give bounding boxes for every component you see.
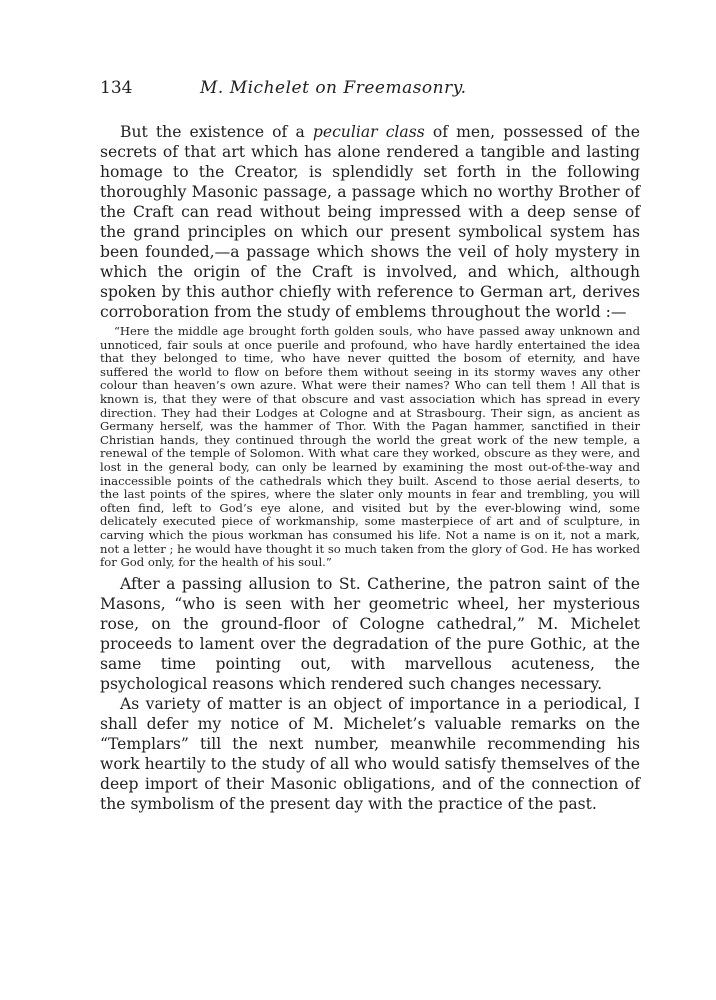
paragraph-3: As variety of matter is an object of importance in a periodical, I shall defer my notice of M. Michelet’s valuable remarks on the “Templars” till the next number, meanwhile recommending his work heartily to the study of all who would satisfy themselves of the deep import of their Masonic obligations, and of the connection of the symbolism of the present day with the practice of the past. [100, 694, 640, 813]
paragraph-1-text-b: of men, possessed of the secrets of that art which has alone rendered a tangible and lasting homage to the Creator, is splendidly set forth in the following thoroughly Masonic passage, a passage which no worthy Brother of the Craft can read without being impressed with a deep sense of the grand principles on which our present symbolical system has been founded,—a passage which shows the veil of holy mystery in which the origin of the Craft is involved, and which, although spoken by this author chiefly with reference to German art, derives corroboration from the study of emblems throughout the world :— [100, 123, 640, 321]
paragraph-1-emphasis: peculiar class [312, 123, 425, 141]
page-header [100, 78, 640, 106]
paragraph-2: After a passing allusion to St. Catherine, the patron saint of the Masons, “who is seen with her geometric wheel, her mysterious rose, on the ground-floor of Cologne cathedral,” M. Michelet proceeds to lament over the degradation of the pure Gothic, at the same time pointing out, with marvellous acuteness, the psychological reasons which rendered such changes necessary. [100, 574, 640, 693]
block-quote: “Here the middle age brought forth golden souls, who have passed away unknown and unnoticed, fair souls at once puerile and profound, who have hardly entertained the idea that they belonged to time, who have never quitted the bosom of eternity, and have suffered the world to flow on before them without seeing in its stormy waves any other colour than heaven’s own azure. What were their names? Who can tell them ! All that is known is, that they were of that obscure and vast association which has spread in every direction. They had their Lodges at Cologne and at Strasbourg. Their sign, as ancient as Germany herself, was the hammer of Thor. With the Pagan hammer, sanctified in their Christian hands, they continued through the world the great work of the new temple, a renewal of the temple of Solomon. With what care they worked, obscure as they were, and lost in the general body, can only be learned by examining the most out-of-the-way and inaccessible points of the cathedrals which they built. Ascend to those aerial deserts, to the last points of the spires, where the slater only mounts in fear and trembling, you will often find, left to God’s eye alone, and visited but by the ever-blowing wind, some delicately executed piece of workmanship, some masterpiece of art and of sculpture, in carving which the pious workman has consumed his life. Not a name is on it, not a mark, not a letter ; he would have thought it so much taken from the glory of God. He has worked for God only, for the health of his soul.” [100, 324, 640, 570]
page [100, 78, 640, 814]
running-title: M. Michelet on Freemasonry. [200, 78, 467, 98]
paragraph-1 [100, 122, 640, 322]
paragraph-1-text-a: But the existence of a [120, 123, 313, 141]
page-number: 134 [100, 78, 133, 98]
